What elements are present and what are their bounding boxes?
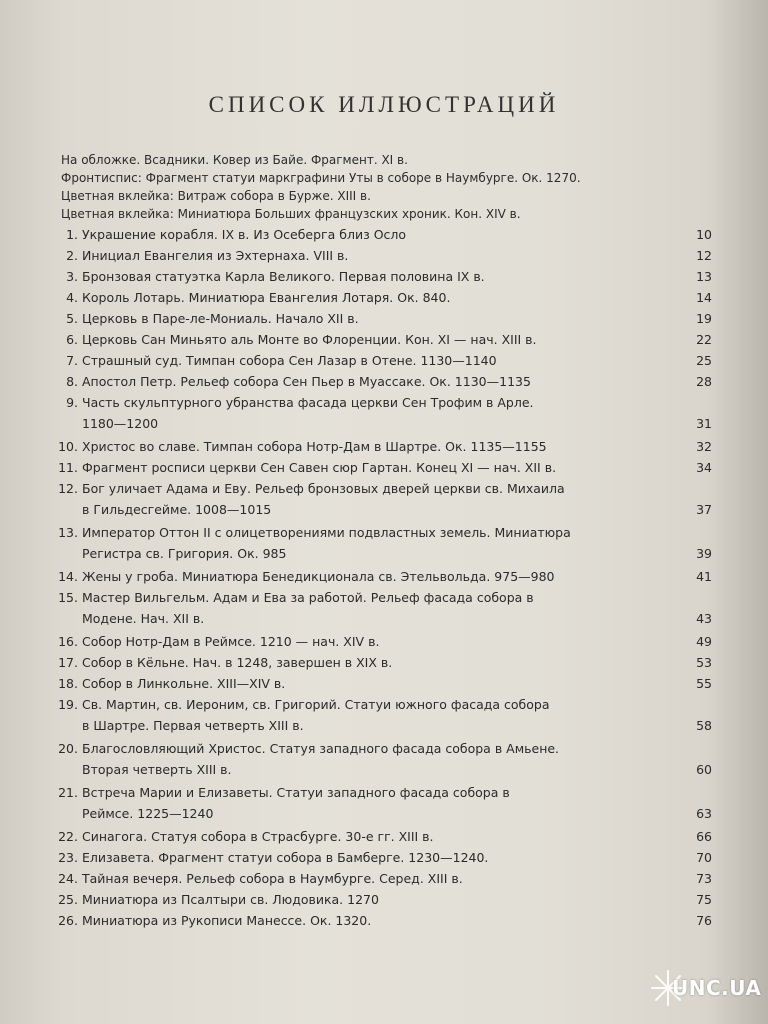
- list-item: [52, 910, 712, 931]
- item-caption-line: Тайная вечеря. Рельеф собора в Наумбурге. Серед. XIII в.: [82, 871, 463, 886]
- list-item: [52, 782, 712, 824]
- item-number: 5.: [66, 311, 78, 326]
- item-number: 23.: [58, 850, 78, 865]
- item-caption: [82, 694, 672, 736]
- item-caption-line: Церковь Сан Миньято аль Монте во Флоренции. Кон. XI — нач. XIII в.: [82, 332, 537, 347]
- item-caption-line: Елизавета. Фрагмент статуи собора в Бамберге. 1230—1240.: [82, 850, 489, 865]
- item-page-number: 75: [696, 892, 712, 907]
- list-item: [52, 694, 712, 736]
- item-number: 24.: [58, 871, 78, 886]
- item-caption-line: Император Оттон II с олицетворениями подвластных земель. Миниатюра: [82, 525, 571, 540]
- item-caption-line: в Гильдесгейме. 1008—1015: [82, 502, 272, 517]
- item-page-number: 58: [696, 718, 712, 733]
- list-item: [52, 350, 712, 371]
- item-page-number: 39: [696, 546, 712, 561]
- item-caption-line: Украшение корабля. IX в. Из Осеберга близ Осло: [82, 227, 407, 242]
- list-item: [52, 738, 712, 780]
- list-item: [52, 847, 712, 868]
- item-caption: [82, 392, 672, 434]
- item-caption: [82, 436, 672, 457]
- item-page-number: 12: [696, 248, 712, 263]
- item-page-number: 73: [696, 871, 712, 886]
- list-item: [52, 673, 712, 694]
- item-caption-line: Бронзовая статуэтка Карла Великого. Первая половина IX в.: [82, 269, 485, 284]
- item-number: 20.: [58, 741, 78, 756]
- item-caption-line: Церковь в Паре-ле-Мониаль. Начало XII в.: [82, 311, 359, 326]
- item-number: 1.: [66, 227, 78, 242]
- list-item: [52, 566, 712, 587]
- item-page-number: 32: [696, 439, 712, 454]
- front-item: Цветная вклейка: Витраж собора в Бурже. XIII в.: [61, 189, 371, 203]
- list-item: [52, 436, 712, 457]
- item-caption: [82, 457, 672, 478]
- list-item: [52, 224, 712, 245]
- item-caption: [82, 652, 672, 673]
- item-number: 25.: [58, 892, 78, 907]
- item-page-number: 25: [696, 353, 712, 368]
- item-caption: [82, 587, 672, 629]
- item-number: 15.: [58, 590, 78, 605]
- item-caption: [82, 287, 672, 308]
- item-page-number: 43: [696, 611, 712, 626]
- item-number: 3.: [66, 269, 78, 284]
- item-number: 21.: [58, 785, 78, 800]
- list-item: [52, 478, 712, 520]
- item-caption-line: Мастер Вильгельм. Адам и Ева за работой. Рельеф фасада собора в: [82, 590, 534, 605]
- front-item: На обложке. Всадники. Ковер из Байе. Фрагмент. XI в.: [61, 153, 408, 167]
- item-caption-line: Собор Нотр-Дам в Реймсе. 1210 — нач. XIV в.: [82, 634, 380, 649]
- item-caption: [82, 910, 672, 931]
- item-page-number: 13: [696, 269, 712, 284]
- item-caption-line: Король Лотарь. Миниатюра Евангелия Лотаря. Ок. 840.: [82, 290, 451, 305]
- item-caption: [82, 224, 672, 245]
- item-caption: [82, 566, 672, 587]
- list-item: [52, 371, 712, 392]
- item-number: 12.: [58, 481, 78, 496]
- item-caption-line: Реймсе. 1225—1240: [82, 806, 214, 821]
- item-caption: [82, 245, 672, 266]
- item-number: 18.: [58, 676, 78, 691]
- item-caption-line: Часть скульптурного убранства фасада церкви Сен Трофим в Арле.: [82, 395, 534, 410]
- item-number: 14.: [58, 569, 78, 584]
- item-page-number: 76: [696, 913, 712, 928]
- item-page-number: 19: [696, 311, 712, 326]
- item-caption: [82, 889, 672, 910]
- item-number: 19.: [58, 697, 78, 712]
- watermark: [650, 968, 760, 1012]
- item-caption-line: Миниатюра из Рукописи Манессе. Ок. 1320.: [82, 913, 372, 928]
- item-caption-line: Синагога. Статуя собора в Страсбурге. 30-е гг. XIII в.: [82, 829, 434, 844]
- item-caption: [82, 522, 672, 564]
- item-caption: [82, 371, 672, 392]
- item-page-number: 14: [696, 290, 712, 305]
- list-item: [52, 308, 712, 329]
- item-caption: [82, 478, 672, 520]
- list-item: [52, 631, 712, 652]
- item-caption-line: Страшный суд. Тимпан собора Сен Лазар в Отене. 1130—1140: [82, 353, 497, 368]
- item-number: 11.: [58, 460, 78, 475]
- item-caption-line: Христос во славе. Тимпан собора Нотр-Дам в Шартре. Ок. 1135—1155: [82, 439, 547, 454]
- item-caption-line: Миниатюра из Псалтыри св. Людовика. 1270: [82, 892, 379, 907]
- item-page-number: 10: [696, 227, 712, 242]
- item-caption-line: Встреча Марии и Елизаветы. Статуи западного фасада собора в: [82, 785, 510, 800]
- item-caption-line: Регистра св. Григория. Ок. 985: [82, 546, 287, 561]
- item-caption: [82, 308, 672, 329]
- item-caption-line: Бог уличает Адама и Еву. Рельеф бронзовых дверей церкви св. Михаила: [82, 481, 565, 496]
- item-number: 17.: [58, 655, 78, 670]
- item-caption-line: Вторая четверть XIII в.: [82, 762, 232, 777]
- item-page-number: 34: [696, 460, 712, 475]
- item-caption: [82, 868, 672, 889]
- item-caption: [82, 782, 672, 824]
- item-page-number: 63: [696, 806, 712, 821]
- list-item: [52, 587, 712, 629]
- item-number: 4.: [66, 290, 78, 305]
- item-caption: [82, 847, 672, 868]
- item-caption-line: Модене. Нач. XII в.: [82, 611, 205, 626]
- item-page-number: 53: [696, 655, 712, 670]
- item-number: 8.: [66, 374, 78, 389]
- item-caption-line: Благословляющий Христос. Статуя западного фасада собора в Амьене.: [82, 741, 560, 756]
- item-caption: [82, 631, 672, 652]
- list-item: [52, 889, 712, 910]
- item-number: 6.: [66, 332, 78, 347]
- item-number: 2.: [66, 248, 78, 263]
- item-page-number: 55: [696, 676, 712, 691]
- list-item: [52, 392, 712, 434]
- list-item: [52, 245, 712, 266]
- item-page-number: 41: [696, 569, 712, 584]
- list-item: [52, 266, 712, 287]
- item-caption-line: 1180—1200: [82, 416, 159, 431]
- item-caption-line: в Шартре. Первая четверть XIII в.: [82, 718, 304, 733]
- list-item: [52, 868, 712, 889]
- item-caption-line: Жены у гроба. Миниатюра Бенедикционала св. Этельвольда. 975—980: [82, 569, 555, 584]
- front-item: Цветная вклейка: Миниатюра Больших французских хроник. Кон. XIV в.: [61, 207, 521, 221]
- list-item: [52, 287, 712, 308]
- list-item: [52, 652, 712, 673]
- item-caption-line: Св. Мартин, св. Иероним, св. Григорий. Статуи южного фасада собора: [82, 697, 550, 712]
- item-number: 13.: [58, 525, 78, 540]
- watermark-text: UNC.UA: [672, 976, 762, 1000]
- item-caption: [82, 826, 672, 847]
- list-item: [52, 826, 712, 847]
- list-item: [52, 457, 712, 478]
- item-number: 10.: [58, 439, 78, 454]
- item-caption-line: Собор в Кёльне. Нач. в 1248, завершен в XIX в.: [82, 655, 393, 670]
- item-number: 7.: [66, 353, 78, 368]
- item-caption-line: Фрагмент росписи церкви Сен Савен сюр Гартан. Конец XI — нач. XII в.: [82, 460, 557, 475]
- item-page-number: 49: [696, 634, 712, 649]
- item-caption: [82, 266, 672, 287]
- item-page-number: 70: [696, 850, 712, 865]
- item-caption-line: Собор в Линкольне. XIII—XIV в.: [82, 676, 286, 691]
- item-number: 22.: [58, 829, 78, 844]
- item-page-number: 60: [696, 762, 712, 777]
- item-number: 16.: [58, 634, 78, 649]
- item-caption: [82, 350, 672, 371]
- front-item: Фронтиспис: Фрагмент статуи маркграфини Уты в соборе в Наумбурге. Ок. 1270.: [61, 171, 581, 185]
- item-number: 9.: [66, 395, 78, 410]
- item-page-number: 66: [696, 829, 712, 844]
- list-item: [52, 522, 712, 564]
- item-page-number: 31: [696, 416, 712, 431]
- item-caption-line: Апостол Петр. Рельеф собора Сен Пьер в Муассаке. Ок. 1130—1135: [82, 374, 531, 389]
- item-page-number: 28: [696, 374, 712, 389]
- list-item: [52, 329, 712, 350]
- item-caption-line: Инициал Евангелия из Эхтернаха. VIII в.: [82, 248, 349, 263]
- item-number: 26.: [58, 913, 78, 928]
- item-caption: [82, 329, 672, 350]
- item-page-number: 37: [696, 502, 712, 517]
- item-page-number: 22: [696, 332, 712, 347]
- item-caption: [82, 673, 672, 694]
- page-title: СПИСОК ИЛЛЮСТРАЦИЙ: [208, 92, 560, 117]
- item-caption: [82, 738, 672, 780]
